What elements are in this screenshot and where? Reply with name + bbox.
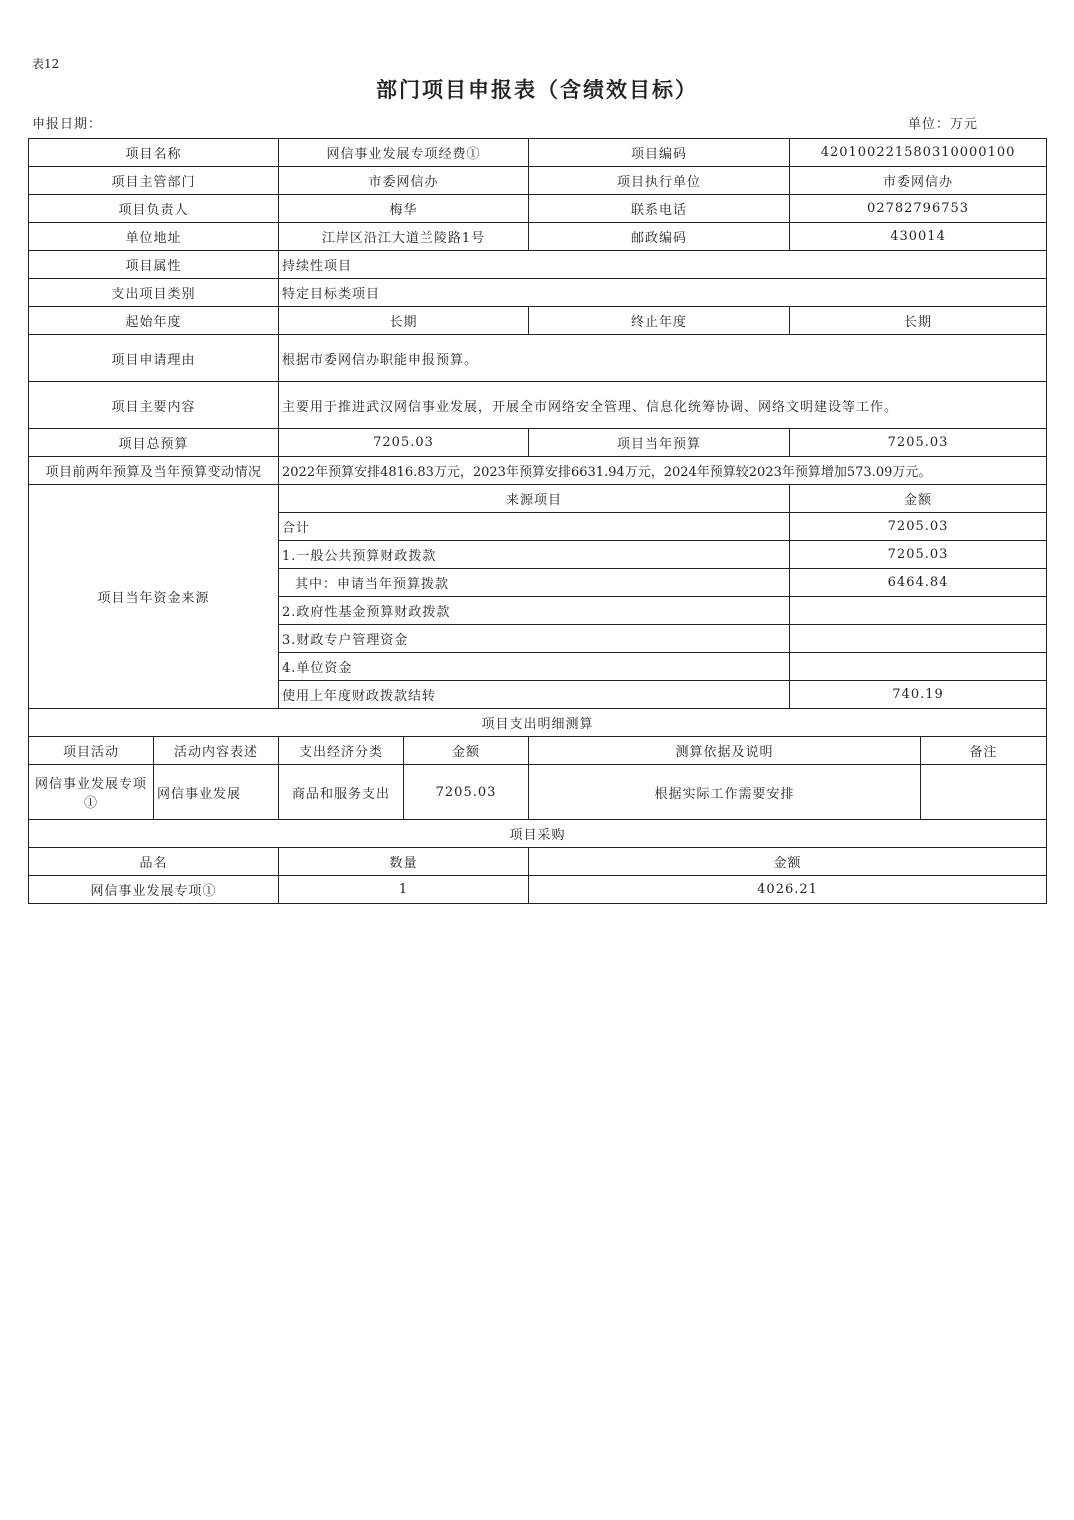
end-year-label: 终止年度 — [529, 307, 790, 335]
funding-row-label: 4.单位资金 — [279, 653, 790, 681]
funding-source-label: 项目当年资金来源 — [29, 485, 279, 709]
expense-detail-title: 项目支出明细测算 — [29, 709, 1047, 737]
expense-basis: 根据实际工作需要安排 — [529, 765, 921, 820]
table-row — [29, 223, 1047, 251]
expense-header-economic-class: 支出经济分类 — [279, 737, 404, 765]
end-year-value: 长期 — [790, 307, 1047, 335]
expense-header-description: 活动内容表述 — [154, 737, 279, 765]
leader-value: 梅华 — [279, 195, 529, 223]
procurement-header-name: 品名 — [29, 848, 279, 876]
funding-row-amount: 7205.03 — [790, 513, 1047, 541]
funding-row-amount — [790, 597, 1047, 625]
phone-label: 联系电话 — [529, 195, 790, 223]
project-name-label: 项目名称 — [29, 139, 279, 167]
table-row — [29, 335, 1047, 382]
content-label: 项目主要内容 — [29, 382, 279, 429]
procurement-header-quantity: 数量 — [279, 848, 529, 876]
postcode-label: 邮政编码 — [529, 223, 790, 251]
postcode-value: 430014 — [790, 223, 1047, 251]
dept-value: 市委网信办 — [279, 167, 529, 195]
table-row — [29, 251, 1047, 279]
table-row — [29, 307, 1047, 335]
funding-row-label: 2.政府性基金预算财政拨款 — [279, 597, 790, 625]
table-row — [29, 848, 1047, 876]
phone-value: 02782796753 — [790, 195, 1047, 223]
funding-row-amount: 6464.84 — [790, 569, 1047, 597]
project-code-label: 项目编码 — [529, 139, 790, 167]
expense-description: 网信事业发展 — [154, 765, 279, 820]
current-budget-value: 7205.03 — [790, 429, 1047, 457]
attribute-label: 项目属性 — [29, 251, 279, 279]
funding-row-amount — [790, 653, 1047, 681]
table-row — [29, 195, 1047, 223]
reason-label: 项目申请理由 — [29, 335, 279, 382]
table-row — [29, 279, 1047, 307]
table-row — [29, 876, 1047, 904]
expense-activity: 网信事业发展专项① — [29, 765, 154, 820]
category-label: 支出项目类别 — [29, 279, 279, 307]
funding-row-amount: 740.19 — [790, 681, 1047, 709]
declaration-date-label: 申报日期： — [32, 117, 103, 132]
leader-label: 项目负责人 — [29, 195, 279, 223]
project-name-value: 网信事业发展专项经费① — [279, 139, 529, 167]
table-row — [29, 167, 1047, 195]
budget-change-label: 项目前两年预算及当年预算变动情况 — [29, 457, 279, 485]
expense-header-amount: 金额 — [404, 737, 529, 765]
expense-amount: 7205.03 — [404, 765, 529, 820]
expense-header-note: 备注 — [921, 737, 1047, 765]
dept-label: 项目主管部门 — [29, 167, 279, 195]
current-budget-label: 项目当年预算 — [529, 429, 790, 457]
project-declaration-table — [28, 138, 1047, 904]
total-budget-value: 7205.03 — [279, 429, 529, 457]
table-number: 表12 — [32, 57, 60, 71]
address-value: 江岸区沿江大道兰陵路1号 — [279, 223, 529, 251]
total-budget-label: 项目总预算 — [29, 429, 279, 457]
funding-row-label: 使用上年度财政拨款结转 — [279, 681, 790, 709]
funding-row-label: 其中：申请当年预算拨款 — [279, 569, 790, 597]
page-title: 部门项目申报表（含绩效目标） — [376, 77, 698, 102]
funding-row-amount: 7205.03 — [790, 541, 1047, 569]
table-row — [29, 765, 1047, 820]
table-row — [29, 820, 1047, 848]
expense-header-activity: 项目活动 — [29, 737, 154, 765]
table-row — [29, 139, 1047, 167]
attribute-value: 持续性项目 — [279, 251, 1047, 279]
procurement-amount: 4026.21 — [529, 876, 1047, 904]
funding-row-label: 1.一般公共预算财政拨款 — [279, 541, 790, 569]
table-row — [29, 485, 1047, 513]
funding-source-header: 来源项目 — [279, 485, 790, 513]
table-row — [29, 457, 1047, 485]
procurement-title: 项目采购 — [29, 820, 1047, 848]
funding-row-label: 合计 — [279, 513, 790, 541]
expense-header-basis: 测算依据及说明 — [529, 737, 921, 765]
procurement-header-amount: 金额 — [529, 848, 1047, 876]
table-row — [29, 737, 1047, 765]
project-code-value: 420100221580310000100 — [790, 139, 1047, 167]
category-value: 特定目标类项目 — [279, 279, 1047, 307]
start-year-label: 起始年度 — [29, 307, 279, 335]
funding-amount-header: 金额 — [790, 485, 1047, 513]
funding-row-amount — [790, 625, 1047, 653]
table-row — [29, 382, 1047, 429]
table-row — [29, 429, 1047, 457]
expense-note — [921, 765, 1047, 820]
procurement-name: 网信事业发展专项① — [29, 876, 279, 904]
exec-unit-value: 市委网信办 — [790, 167, 1047, 195]
address-label: 单位地址 — [29, 223, 279, 251]
procurement-quantity: 1 — [279, 876, 529, 904]
reason-value: 根据市委网信办职能申报预算。 — [279, 335, 1047, 382]
start-year-value: 长期 — [279, 307, 529, 335]
unit-label: 单位：万元 — [908, 117, 979, 132]
exec-unit-label: 项目执行单位 — [529, 167, 790, 195]
budget-change-value: 2022年预算安排4816.83万元，2023年预算安排6631.94万元，2024年预算较2023年预算增加573.09万元。 — [279, 457, 1047, 485]
content-value: 主要用于推进武汉网信事业发展，开展全市网络安全管理、信息化统筹协调、网络文明建设等工作。 — [279, 382, 1047, 429]
table-row — [29, 709, 1047, 737]
expense-economic-class: 商品和服务支出 — [279, 765, 404, 820]
funding-row-label: 3.财政专户管理资金 — [279, 625, 790, 653]
